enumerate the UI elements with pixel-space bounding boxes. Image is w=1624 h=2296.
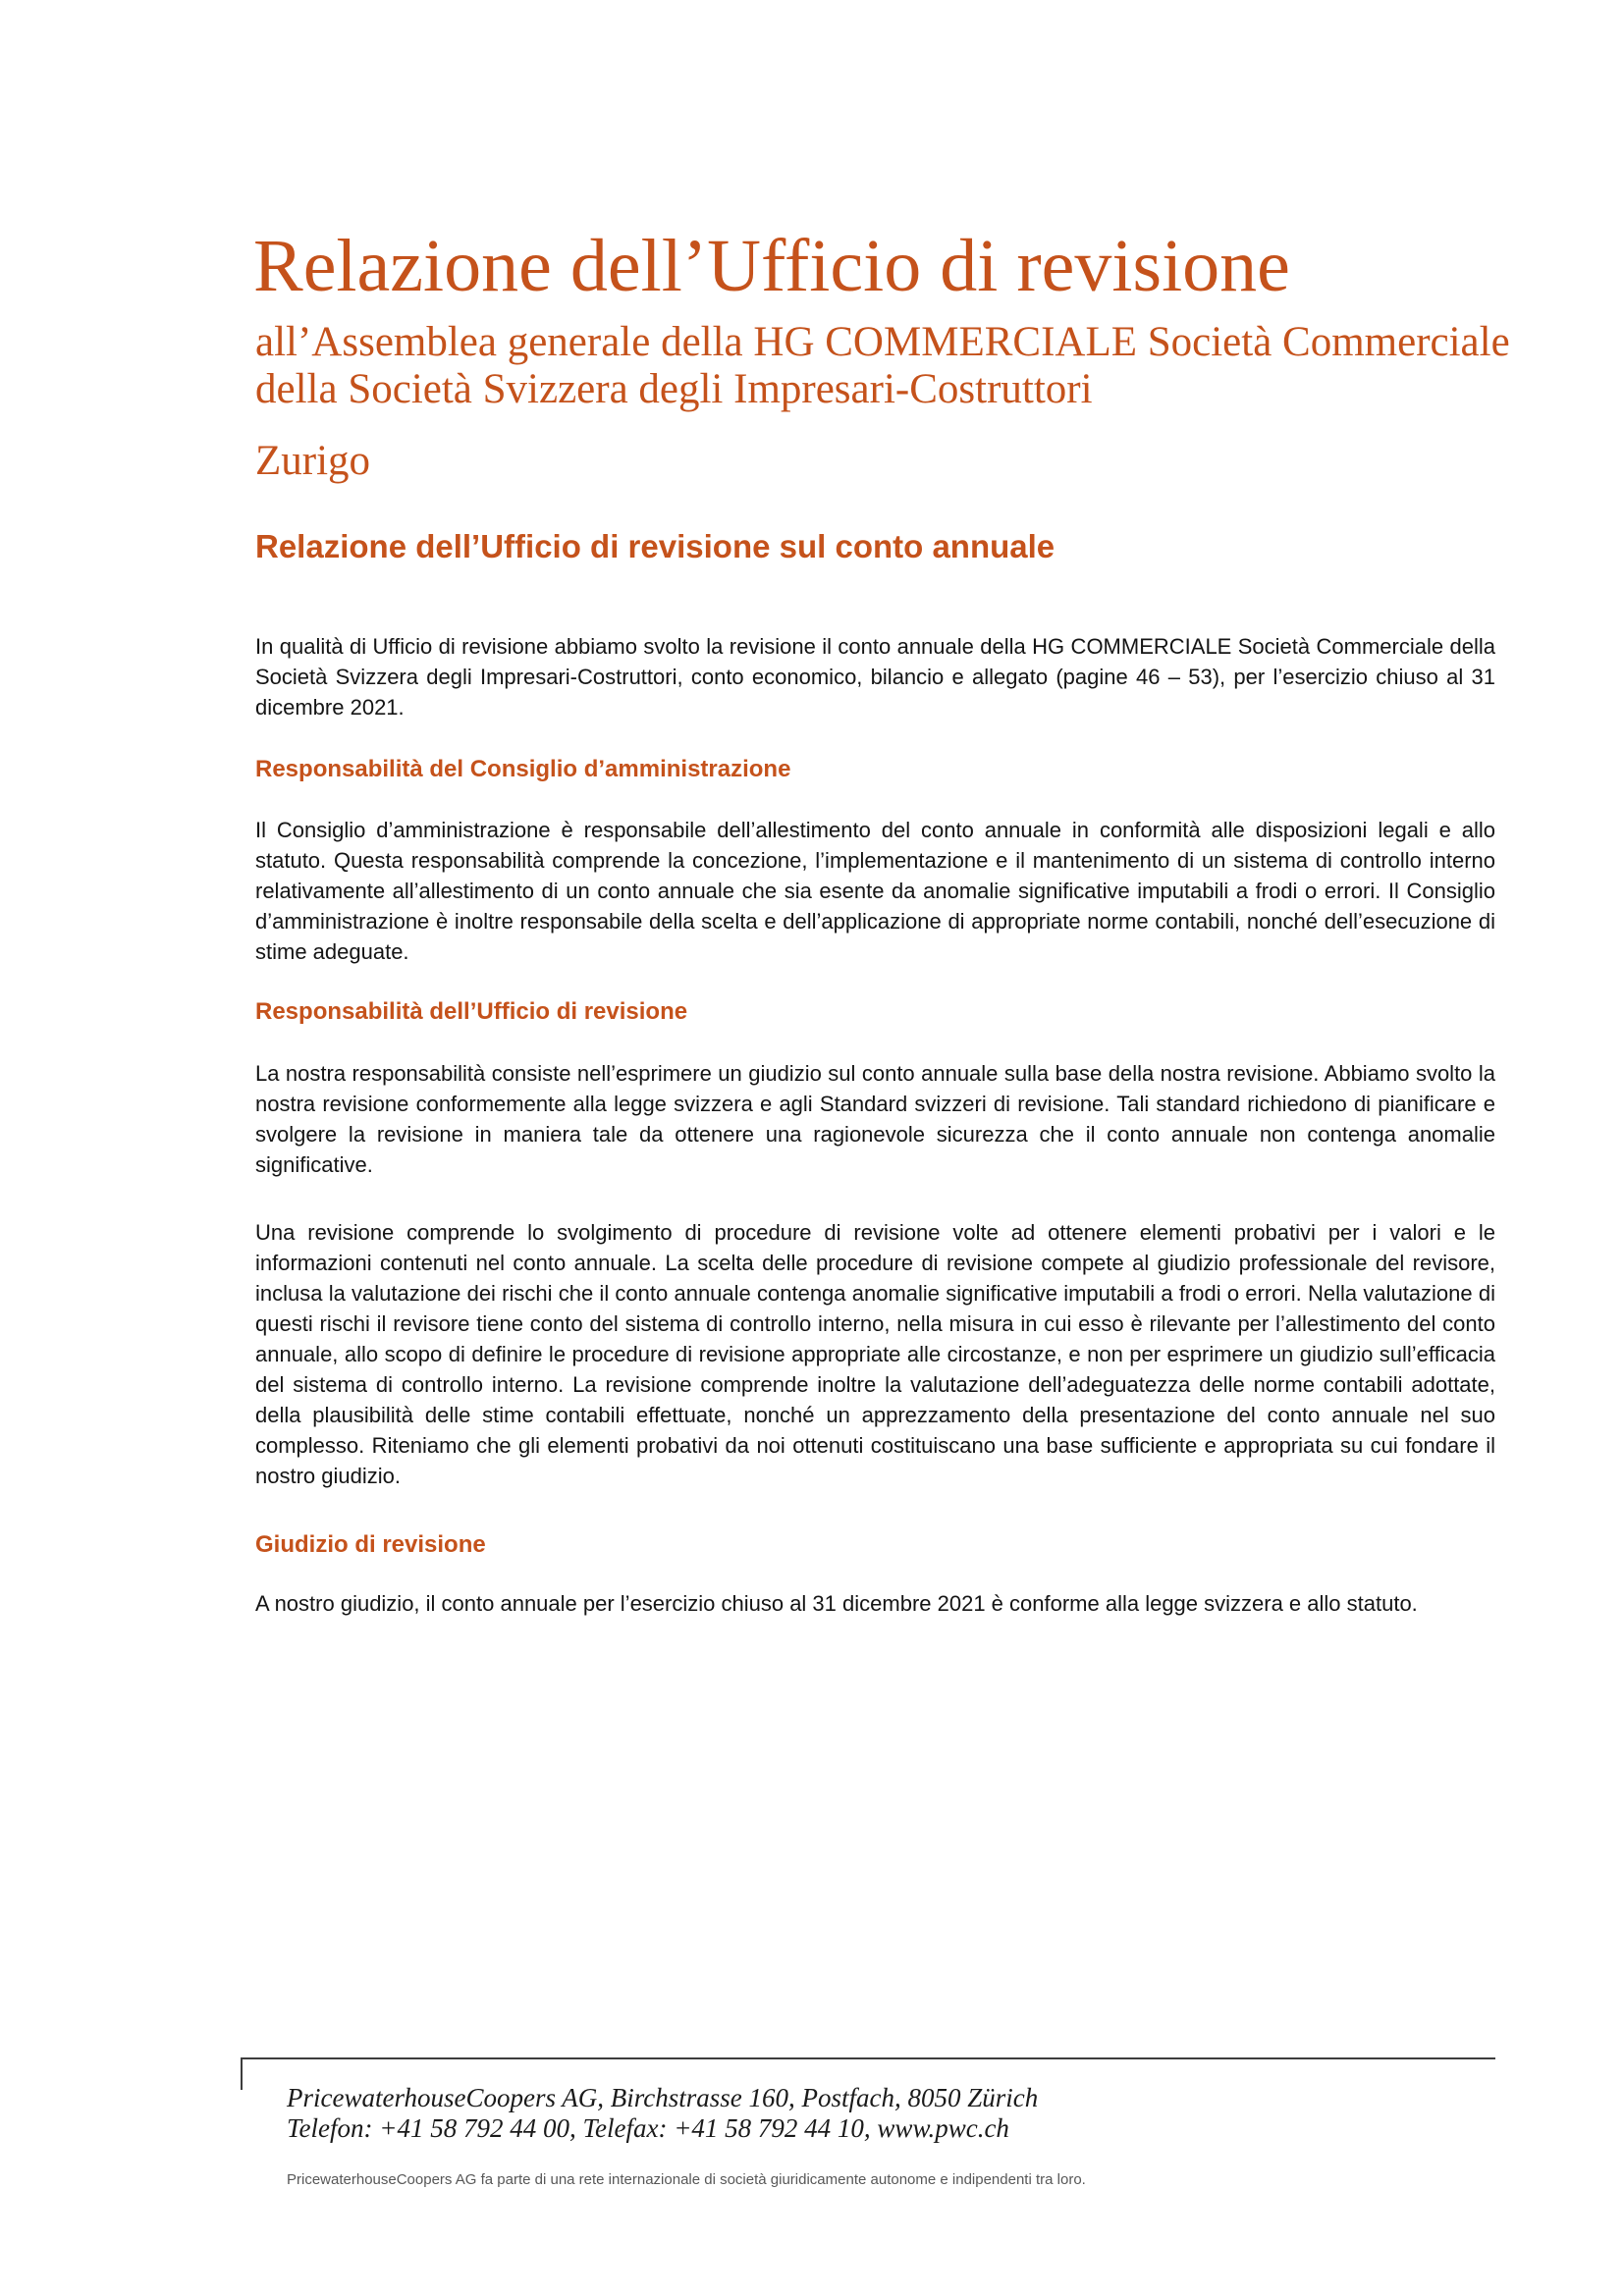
paragraph-responsabilita-ufficio-2: Una revisione comprende lo svolgimento di procedure di revisione volte ad ottenere elementi probativi per i valori e le informazioni contenuti nel conto annuale. La scelta delle procedure di revisione compete al giudizio professionale del revisore, inclusa la valutazione dei rischi che il conto annuale contenga anomalie significative imputabili a frodi o errori. Nella valutazione di questi rischi il revisore tiene conto del sistema di controllo interno, nella misura in cui esso è rilevante per l’allestimento del conto annuale, allo scopo di definire le procedure di revisione appropriate alle circostanze, e non per esprimere un giudizio sull’efficacia del sistema di controllo interno. La revisione comprende inoltre la valutazione dell’adeguatezza delle norme contabili adottate, della plausibilità delle stime contabili effettuate, nonché un apprezzamento della presentazione del conto annuale nel suo complesso. Riteniamo che gli elementi probativi da noi ottenuti costituiscano una base sufficiente e appropriata su cui fondare il nostro giudizio. — [255, 1220, 1495, 1488]
footer-address — [287, 2083, 1465, 2144]
report-section-title: Relazione dell’Ufficio di revisione sul conto annuale — [255, 528, 1056, 564]
footer-legal-note: PricewaterhouseCoopers AG fa parte di una rete internazionale di società giuridicamente autonome e indipendenti tra loro. — [287, 2171, 1086, 2188]
intro-paragraph: In qualità di Ufficio di revisione abbiamo svolto la revisione il conto annuale della HG COMMERCIALE Società Commerciale della Società Svizzera degli Impresari-Costruttori, conto economico, bilancio e allegato (pagine 46 – 53), per l’esercizio chiuso al 31 dicembre 2021. — [255, 634, 1495, 720]
footer-corner-tick — [241, 2057, 243, 2090]
heading-responsabilita-consiglio: Responsabilità del Consiglio d’amministrazione — [255, 756, 791, 782]
heading-responsabilita-ufficio: Responsabilità dell’Ufficio di revisione — [255, 998, 688, 1025]
page-subtitle — [255, 319, 1571, 413]
paragraph-giudizio: A nostro giudizio, il conto annuale per l’esercizio chiuso al 31 dicembre 2021 è conforme alla legge svizzera e allo statuto. — [255, 1591, 1418, 1616]
page-subtitle-line-1: all’Assemblea generale della HG COMMERCIALE Società Commerciale — [255, 319, 1510, 365]
footer-address-line-2: Telefon: +41 58 792 44 00, Telefax: +41 58 792 44 10, www.pwc.ch — [287, 2113, 1009, 2143]
city-line: Zurigo — [255, 438, 371, 484]
heading-giudizio: Giudizio di revisione — [255, 1531, 486, 1558]
paragraph-responsabilita-consiglio: Il Consiglio d’amministrazione è responsabile dell’allestimento del conto annuale in conformità alle disposizioni legali e allo statuto. Questa responsabilità comprende la concezione, l’implementazione e il mantenimento di un sistema di controllo interno relativamente all’allestimento di un conto annuale che sia esente da anomalie significative imputabili a frodi o errori. Il Consiglio d’amministrazione è inoltre responsabile della scelta e dell’applicazione di appropriate norme contabili, nonché dell’esecuzione di stime adeguate. — [255, 818, 1495, 964]
footer-address-line-1: PricewaterhouseCoopers AG, Birchstrasse 160, Postfach, 8050 Zürich — [287, 2083, 1039, 2112]
page-title: Relazione dell’Ufficio di revisione — [253, 225, 1290, 307]
paragraph-responsabilita-ufficio-1: La nostra responsabilità consiste nell’esprimere un giudizio sul conto annuale sulla base della nostra revisione. Abbiamo svolto la nostra revisione conformemente alla legge svizzera e agli Standard svizzeri di revisione. Tali standard richiedono di pianificare e svolgere la revisione in maniera tale da ottenere una ragionevole sicurezza che il conto annuale non contenga anomalie significative. — [255, 1061, 1495, 1177]
page-subtitle-line-2: della Società Svizzera degli Impresari-Costruttori — [255, 366, 1093, 412]
footer-rule — [241, 2057, 1495, 2059]
